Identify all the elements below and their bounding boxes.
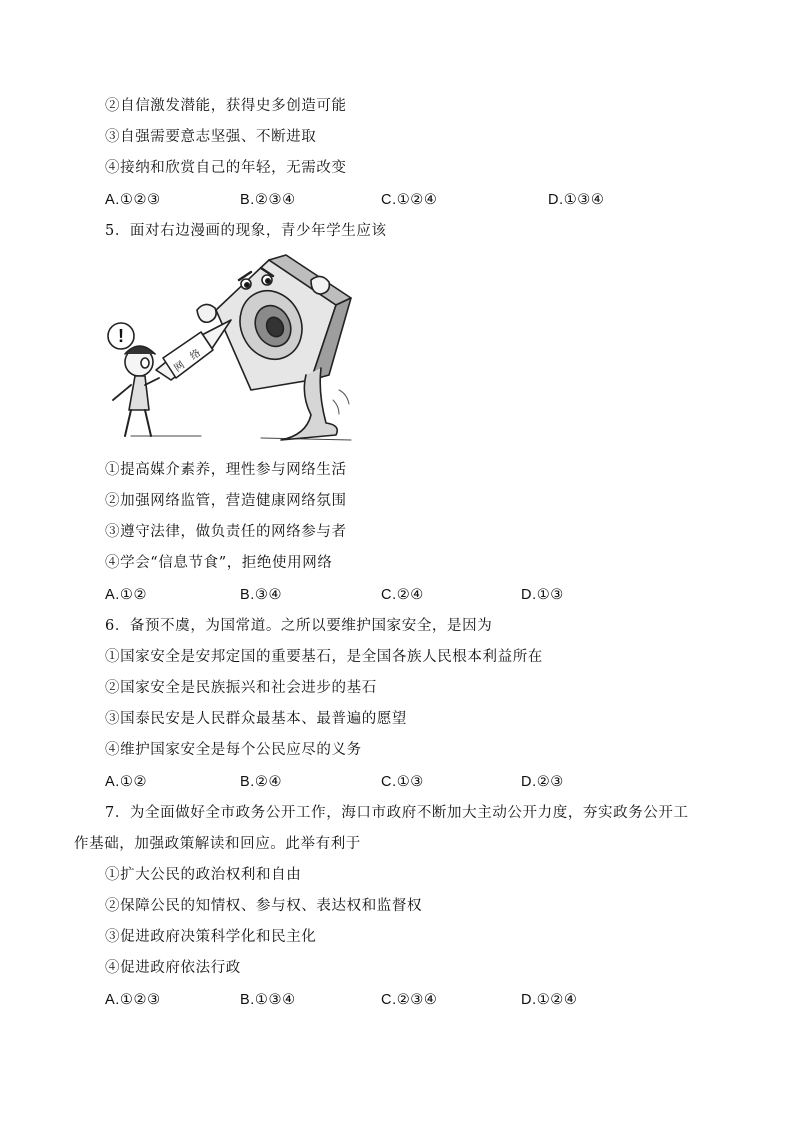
q5-item-3: ③遵守法律，做负责任的网络参与者 [105, 524, 347, 540]
q5-stem: 5．面对右边漫画的现象，青少年学生应该 [105, 223, 387, 239]
q4-option-b: B.②③④ [240, 192, 296, 208]
q6-option-a: A.①② [105, 774, 148, 790]
q4-item-2: ②自信激发潜能，获得史多创造可能 [105, 98, 347, 114]
q7-stem-line-2: 作基础，加强政策解读和回应。此举有利于 [74, 836, 361, 852]
q7-item-1: ①扩大公民的政治权利和自由 [105, 867, 302, 883]
q7-item-3: ③促进政府决策科学化和民主化 [105, 929, 317, 945]
q5-option-c: C.②④ [381, 587, 424, 603]
q6-stem: 6．备预不虞，为国常道。之所以要维护国家安全，是因为 [105, 618, 493, 634]
q4-option-c: C.①②④ [381, 192, 438, 208]
q7-option-c: C.②③④ [381, 992, 438, 1008]
q7-item-4: ④促进政府依法行政 [105, 960, 241, 976]
q6-item-1: ①国家安全是安邦定国的重要基石，是全国各族人民根本利益所在 [105, 649, 543, 665]
q6-option-d: D.②③ [521, 774, 564, 790]
q6-item-2: ②国家安全是民族振兴和社会进步的基石 [105, 680, 377, 696]
q6-option-b: B.②④ [240, 774, 283, 790]
q5-cartoon-sign-left: 网 [172, 359, 187, 375]
q5-option-a: A.①② [105, 587, 148, 603]
q6-item-4: ④维护国家安全是每个公民应尽的义务 [105, 742, 362, 758]
q7-option-b: B.①③④ [240, 992, 296, 1008]
q4-item-4: ④接纳和欣赏自己的年轻，无需改变 [105, 160, 347, 176]
q4-item-3: ③自强需要意志坚强、不断进取 [105, 129, 317, 145]
q7-item-2: ②保障公民的知情权、参与权、表达权和监督权 [105, 898, 423, 914]
q5-item-1: ①提高媒介素养，理性参与网络生活 [105, 462, 347, 478]
q6-item-3: ③国泰民安是人民群众最基本、最普遍的愿望 [105, 711, 407, 727]
q5-cartoon-image [101, 250, 354, 445]
q7-stem-line-1: 7．为全面做好全市政务公开工作，海口市政府不断加大主动公开力度，夯实政务公开工 [105, 805, 689, 821]
q5-cartoon-exclaim: ! [118, 326, 124, 346]
q5-item-2: ②加强网络监管，营造健康网络氛围 [105, 493, 347, 509]
q4-option-d: D.①③④ [548, 192, 605, 208]
q6-option-c: C.①③ [381, 774, 424, 790]
q5-cartoon-sign-right: 络 [188, 347, 203, 363]
q4-option-a: A.①②③ [105, 192, 161, 208]
q5-option-b: B.③④ [240, 587, 283, 603]
q5-item-4: ④学会“信息节食”，拒绝使用网络 [105, 555, 333, 571]
q7-option-d: D.①②④ [521, 992, 578, 1008]
q5-option-d: D.①③ [521, 587, 564, 603]
q7-option-a: A.①②③ [105, 992, 161, 1008]
